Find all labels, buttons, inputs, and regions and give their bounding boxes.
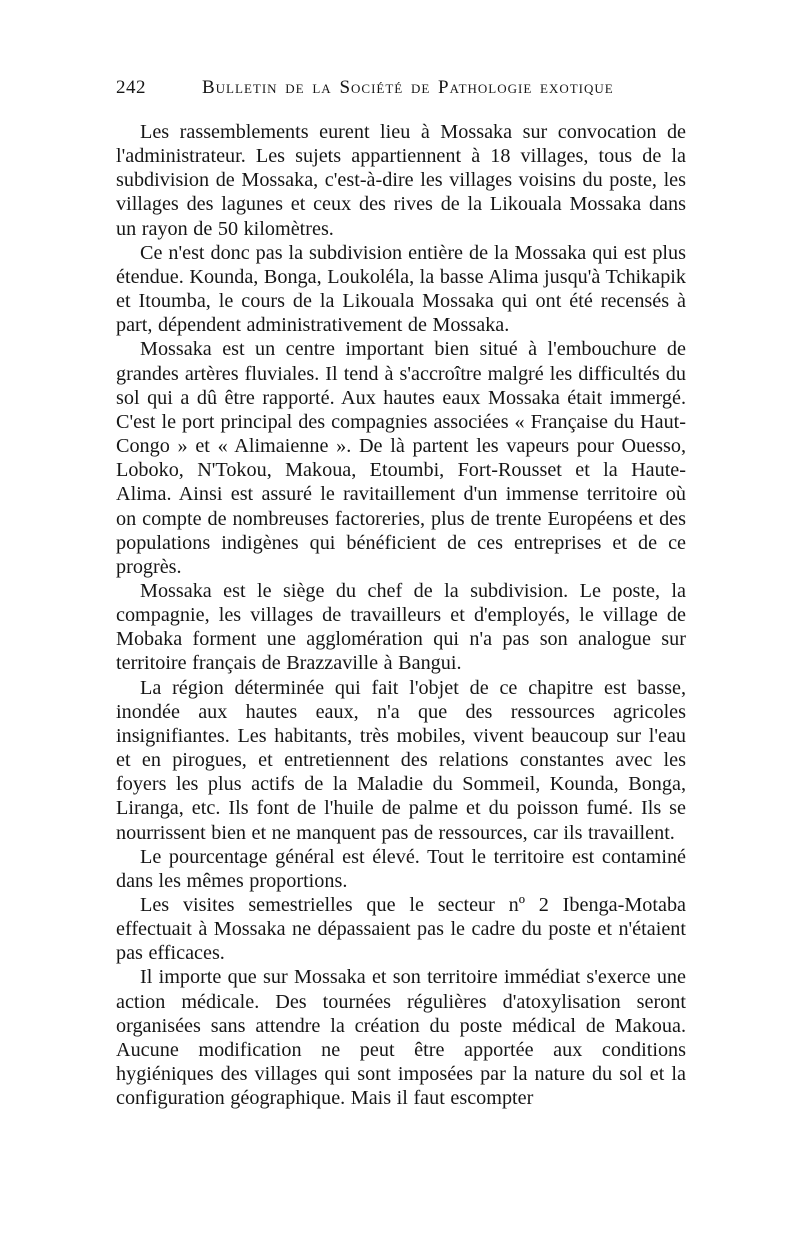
journal-title: Bulletin de la Société de Pathologie exotique: [202, 77, 614, 98]
paragraph: Les rassemblements eurent lieu à Mossaka sur convocation de l'administrateur. Les sujets appartiennent à 18 villages, tous de la subdivision de Mossaka, c'est-à-dire les villages voisins du poste, les villages des lagunes et ceux des rives de la Likouala Mossaka dans un rayon de 50 kilomètres.: [116, 121, 686, 240]
paragraph: Mossaka est le siège du chef de la subdivision. Le poste, la compagnie, les villages de travailleurs et d'employés, le village de Mobaka forment une agglomération qui n'a pas son analogue sur territoire français de Brazzaville à Bangui.: [116, 579, 686, 675]
paragraph: Les visites semestrielles que le secteur nº 2 Ibenga-Motaba effectuait à Mossaka ne dépassaient pas le cadre du poste et n'étaient pas efficaces.: [116, 894, 686, 965]
paragraph: Il importe que sur Mossaka et son territoire immédiat s'exerce une action médicale. Des tournées régulières d'atoxylisation seront organisées sans attendre la création du poste médical de Makoua. Aucune modification ne peut être apportée aux conditions hygiéniques des villages qui sont imposées par la nature du sol et la configuration géographique. Mais il faut escompter: [116, 966, 686, 1110]
body-text: [116, 120, 686, 1110]
paragraph: Mossaka est un centre important bien situé à l'embouchure de grandes artères fluviales. Il tend à s'accroître malgré les difficultés du sol qui a dû être rapporté. Aux hautes eaux Mossaka était immergé. C'est le port principal des compagnies associées « Française du Haut-Congo » et « Alimaienne ». De là partent les vapeurs pour Ouesso, Loboko, N'Tokou, Makoua, Etoumbi, Fort-Rousset et la Haute-Alima. Ainsi est assuré le ravitaillement d'un immense territoire où on compte de nombreuses factoreries, plus de trente Européens et des populations indigènes qui bénéficient de ces entreprises et de ce progrès.: [116, 338, 686, 578]
paragraph: La région déterminée qui fait l'objet de ce chapitre est basse, inondée aux hautes eaux, n'a que des ressources agricoles insignifiantes. Les habitants, très mobiles, vivent beaucoup sur l'eau et en pirogues, et entretiennent des relations constantes avec les foyers les plus actifs de la Maladie du Sommeil, Kounda, Bonga, Liranga, etc. Ils font de l'huile de palme et du poisson fumé. Ils se nourrissent bien et ne manquent pas de ressources, car ils travaillent.: [116, 676, 686, 844]
page-number: 242: [116, 77, 146, 98]
paragraph: Ce n'est donc pas la subdivision entière de la Mossaka qui est plus étendue. Kounda, Bonga, Loukoléla, la basse Alima jusqu'à Tchikapik et Itoumba, le cours de la Likouala Mossaka qui ont été recensés à part, dépendent administrativement de Mossaka.: [116, 241, 686, 337]
paragraph: Le pourcentage général est élevé. Tout le territoire est contaminé dans les mêmes proportions.: [116, 845, 686, 892]
running-header: [116, 77, 686, 107]
